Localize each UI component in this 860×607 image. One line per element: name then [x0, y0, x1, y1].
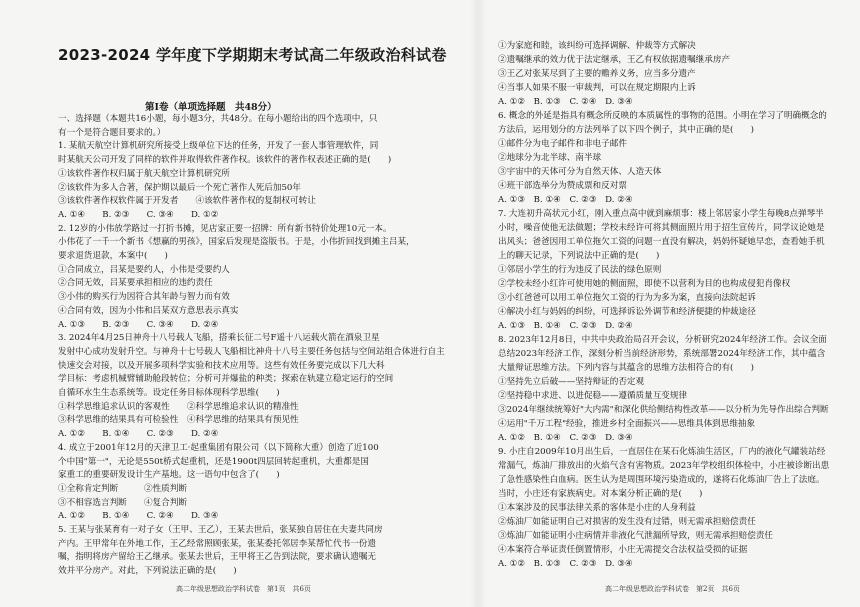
text-line: 大量辩证思维方法。下列内容与其蕴含的思维方法相符合的有( )	[498, 363, 754, 373]
text-line: ①邻居小学生的行为违反了民法的绿色原则	[498, 265, 662, 275]
text-line: 发射中心成功发射升空。与神舟十七号载人飞船相比神舟十八号主要任务包括与空间站组合体进行自主	[58, 346, 445, 357]
text-line: 9. 小庄自2009年10月出生后，一直居住在某石化炼油生活区，厂内的液化气罐装站经	[498, 447, 826, 457]
text-line: ③小红爸爸可以用工单位拖欠工资的行为为多为案，直接向法院起诉	[498, 293, 756, 303]
text-line: 个中国"第一"，无论是550t桥式起重机，还是1900t四层回转起重机，大重都是国	[58, 456, 369, 467]
text-line: A. ①② B. ①④ C. ②③ D. ③④	[498, 433, 633, 443]
text-line: ④合同有效，因为小伟和吕某双方意思表示真实	[58, 305, 239, 316]
text-line: 产内。王甲常年在外地工作，王乙经常照顾张某，张某委托邻居李某帮忙代书一份遗	[58, 538, 376, 549]
text-line: ②坚持稳中求进、以进促稳——遵循质量互变规律	[498, 391, 688, 401]
text-line: ③2024年继续统筹好"大内需"和深化供给侧结构性改革——以分析为先导作出综合判断	[498, 405, 829, 415]
text-line: A. ①③ B. ①④ C. ②③ D. ②④	[498, 195, 633, 205]
text-line: ④运用"千万工程"经验，推进乡村全面振兴——思维具体到思维抽象	[498, 419, 756, 429]
text-line: A. ①② B. ①③ C. ②④ D. ③④	[498, 97, 633, 107]
text-line: ①合同成立，吕某是要约人，小伟是受要约人	[58, 264, 230, 275]
text-line: 了急性感染性白血病。医生认为是周围环境污染造成的，遂将石化炼油厂告上了法庭。	[498, 475, 825, 485]
text-line: 出风头；爸爸因用工单位拖欠工资的问题一直没有解决，妈妈怀疑她早恋，查看她手机	[498, 237, 825, 247]
text-line: 8. 2023年12月8日，中共中央政治局召开会议，分析研究2024年经济工作。会议全面	[498, 335, 827, 345]
text-line: 家重工的重要研发设计生产基地。这一语句中包含了( )	[58, 470, 280, 481]
text-line: 总结2023年经济工作，深刻分析当前经济形势，系统部署2024年经济工作，其中蕴含	[498, 349, 826, 359]
text-line: ①科学思维追求认识的客观性 ②科学思维追求认识的精准性	[58, 401, 299, 412]
text-line: 自循环水生生态系统等。设定任务目标体现科学思维( )	[58, 388, 280, 398]
text-line: A. ①④ B. ②③ C. ③④ D. ①②	[58, 209, 219, 220]
text-line: A. ①③ B. ②③ C. ③④ D. ②④	[58, 319, 219, 330]
text-line: ④班干部选举分为赞成票和反对票	[498, 181, 627, 191]
text-line: 方法后，运用划分的方法列举了以下四个例子，其中正确的是( )	[498, 125, 754, 135]
text-line: ①为家庭和睦，该纠纷可选择调解、仲裁等方式解决	[498, 41, 696, 51]
text-line: 学目标：考虑机械臂辅助舱段转位；分析可并爆盐的种类；探索在轨建立稳定运行的空间	[58, 374, 394, 385]
text-line: 7. 大连初升高状元小红，刚入重点高中就到麻烦事：楼上邻居家小学生每晚8点弹琴半	[498, 209, 824, 219]
page-fold-shadow	[470, 0, 486, 607]
section-heading: 第Ⅰ卷（单项选择题 共48分）	[145, 102, 277, 113]
text-line: 当时，小庄还有家族病史。对本案分析正确的是( )	[498, 489, 703, 499]
text-line: 上的聊天记录，下列说法中正确的是( )	[498, 251, 660, 261]
text-line: 常漏气，炼油厂排放出的火焰气含有害物质。2023年学校组织体检中，小庄被诊断出患	[498, 461, 830, 471]
text-line: ③不相容选言判断 ④复合判断	[58, 497, 187, 508]
text-line: ③宇宙中的天体可分为自然天体、人造天体	[498, 167, 662, 177]
text-line: ①该软件著作权归属于航天航空计算机研究所	[58, 168, 230, 179]
text-line: ②地球分为北半球、南半球	[498, 153, 602, 163]
text-line: ③王乙对张某尽到了主要的赡养义务，应当多分遗产	[498, 69, 696, 79]
text-line: ③炼油厂如能证明小庄病情并非液化气泄漏所导致，则无需承担赔偿责任	[498, 531, 774, 541]
text-line: ①本案涉及的民事法律关系的客体是小庄的人身利益	[498, 503, 696, 513]
text-line: ④解决小红与妈妈的纠纷，可选择诉讼外调节和经济便捷的仲裁途径	[498, 307, 756, 317]
exam-title: 2023-2024 学年度下学期期末考试高二年级政治科试卷	[58, 46, 447, 64]
text-line: ③小伟的购买行为因符合其年龄与智力而有效	[58, 292, 230, 303]
text-line: ③该软件著作权软件属于开发者 ④该软件著作权的复制权可转让	[58, 196, 316, 207]
text-line: ③科学思维的结果具有可检验性 ④科学思维的结果具有预见性	[58, 415, 299, 426]
text-line: ④当事人如果不服一审裁判，可以在规定期限内上诉	[498, 83, 696, 93]
text-line: ④本案符合举证责任倒置情形，小庄无需提交合法权益受损的证据	[498, 545, 748, 555]
text-line: A. ①③ B. ①④ C. ②③ D. ②④	[498, 321, 633, 331]
text-line: 小伟花了一千一个新书《想赢的男孩》，国家后发现是盗版书。于是，小伟折回找到摊主吕某，	[58, 237, 415, 248]
text-line: A. ①② B. ①③ C. ②③ D. ③④	[498, 559, 633, 569]
text-line: 5. 王某与张某育有一对子女（王甲、王乙），王某去世后，张某独自居住在夫妻共同房	[58, 525, 383, 535]
text-line: A. ①② B. ①④ C. ②④ D. ③④	[58, 511, 219, 522]
text-line: ②炼油厂如能证明自己对损害的发生没有过错，则无需承担赔偿责任	[498, 517, 756, 527]
text-line: ②学校未经小红许可使用她的侧面照，即使不以营利为目的也构成侵犯肖像权	[498, 279, 791, 289]
text-line: 时某航天公司开发了同样的软件并取得软件著作权。该软件的著作权表述正确的是( )	[58, 155, 392, 166]
right-page-footer: 高二年级思想政治学科试卷 第2页 共6页	[605, 585, 740, 593]
text-line: ②遗嘱继承的效力优于法定继承，王乙有权依据遗嘱继承房产	[498, 55, 731, 65]
text-line: 2. 12岁的小伟放学路过一打折书摊，见店家正要一招牌：所有新书特价处理10元一本。	[58, 223, 392, 234]
text-line: ②该软件为多人合著，保护期以最后一个死亡著作人死后加50年	[58, 182, 301, 193]
text-line: 4. 成立于2001年12月的天津卫工·起重集团有限公司（以下简称大重）创造了近100	[58, 442, 379, 453]
text-line: 小时，噪音使他无法做题；学校未经许可将其侧面照片用于招生宣传片，同学议论她是	[498, 223, 825, 233]
text-line: 效并平分房产。对此，下列说法正确的是( )	[58, 566, 237, 577]
text-line: 要求退货退款，本案中( )	[58, 251, 168, 261]
text-line: ①坚持先立后破——坚持辩证的否定观	[498, 377, 645, 387]
text-line: 3. 2024年4月25日神舟十八号载人飞船，搭乘长征二号F遥十八运载火箭在酒泉卫星	[58, 333, 380, 344]
text-line: ①全称肯定判断 ②性质判断	[58, 483, 187, 494]
text-line: ②合同无效，吕某要承担相应的违约责任	[58, 278, 213, 289]
text-line: 快速交会对接，以及开展多项科学实验和技术应用等。这些有效任务要完成以下几大科	[58, 360, 385, 371]
text-line: ①邮件分为电子邮件和非电子邮件	[498, 139, 627, 149]
text-line: A. ①② B. ①④ C. ②③ D. ②④	[58, 429, 219, 440]
text-line: 6. 概念的外延是指具有概念所反映的本质属性的事物的范围。小明在学习了明确概念的	[498, 111, 827, 121]
text-line: 一、选择题（本题共16小题，每小题3分，共48分。在每小题给出的四个选项中，只	[58, 114, 378, 124]
left-page-footer: 高二年级思想政治学科试卷 第1页 共6页	[176, 585, 311, 593]
text-line: 有一个是符合题目要求的。）	[58, 127, 166, 138]
text-line: 嘱，指明将房产留给王乙继承。张某去世后，王甲将王乙告到法院，要求确认遗嘱无	[58, 552, 376, 563]
text-line: 1. 某航天航空计算机研究所接受上级单位下达的任务，开发了一套人事管理软件，同	[58, 141, 379, 152]
